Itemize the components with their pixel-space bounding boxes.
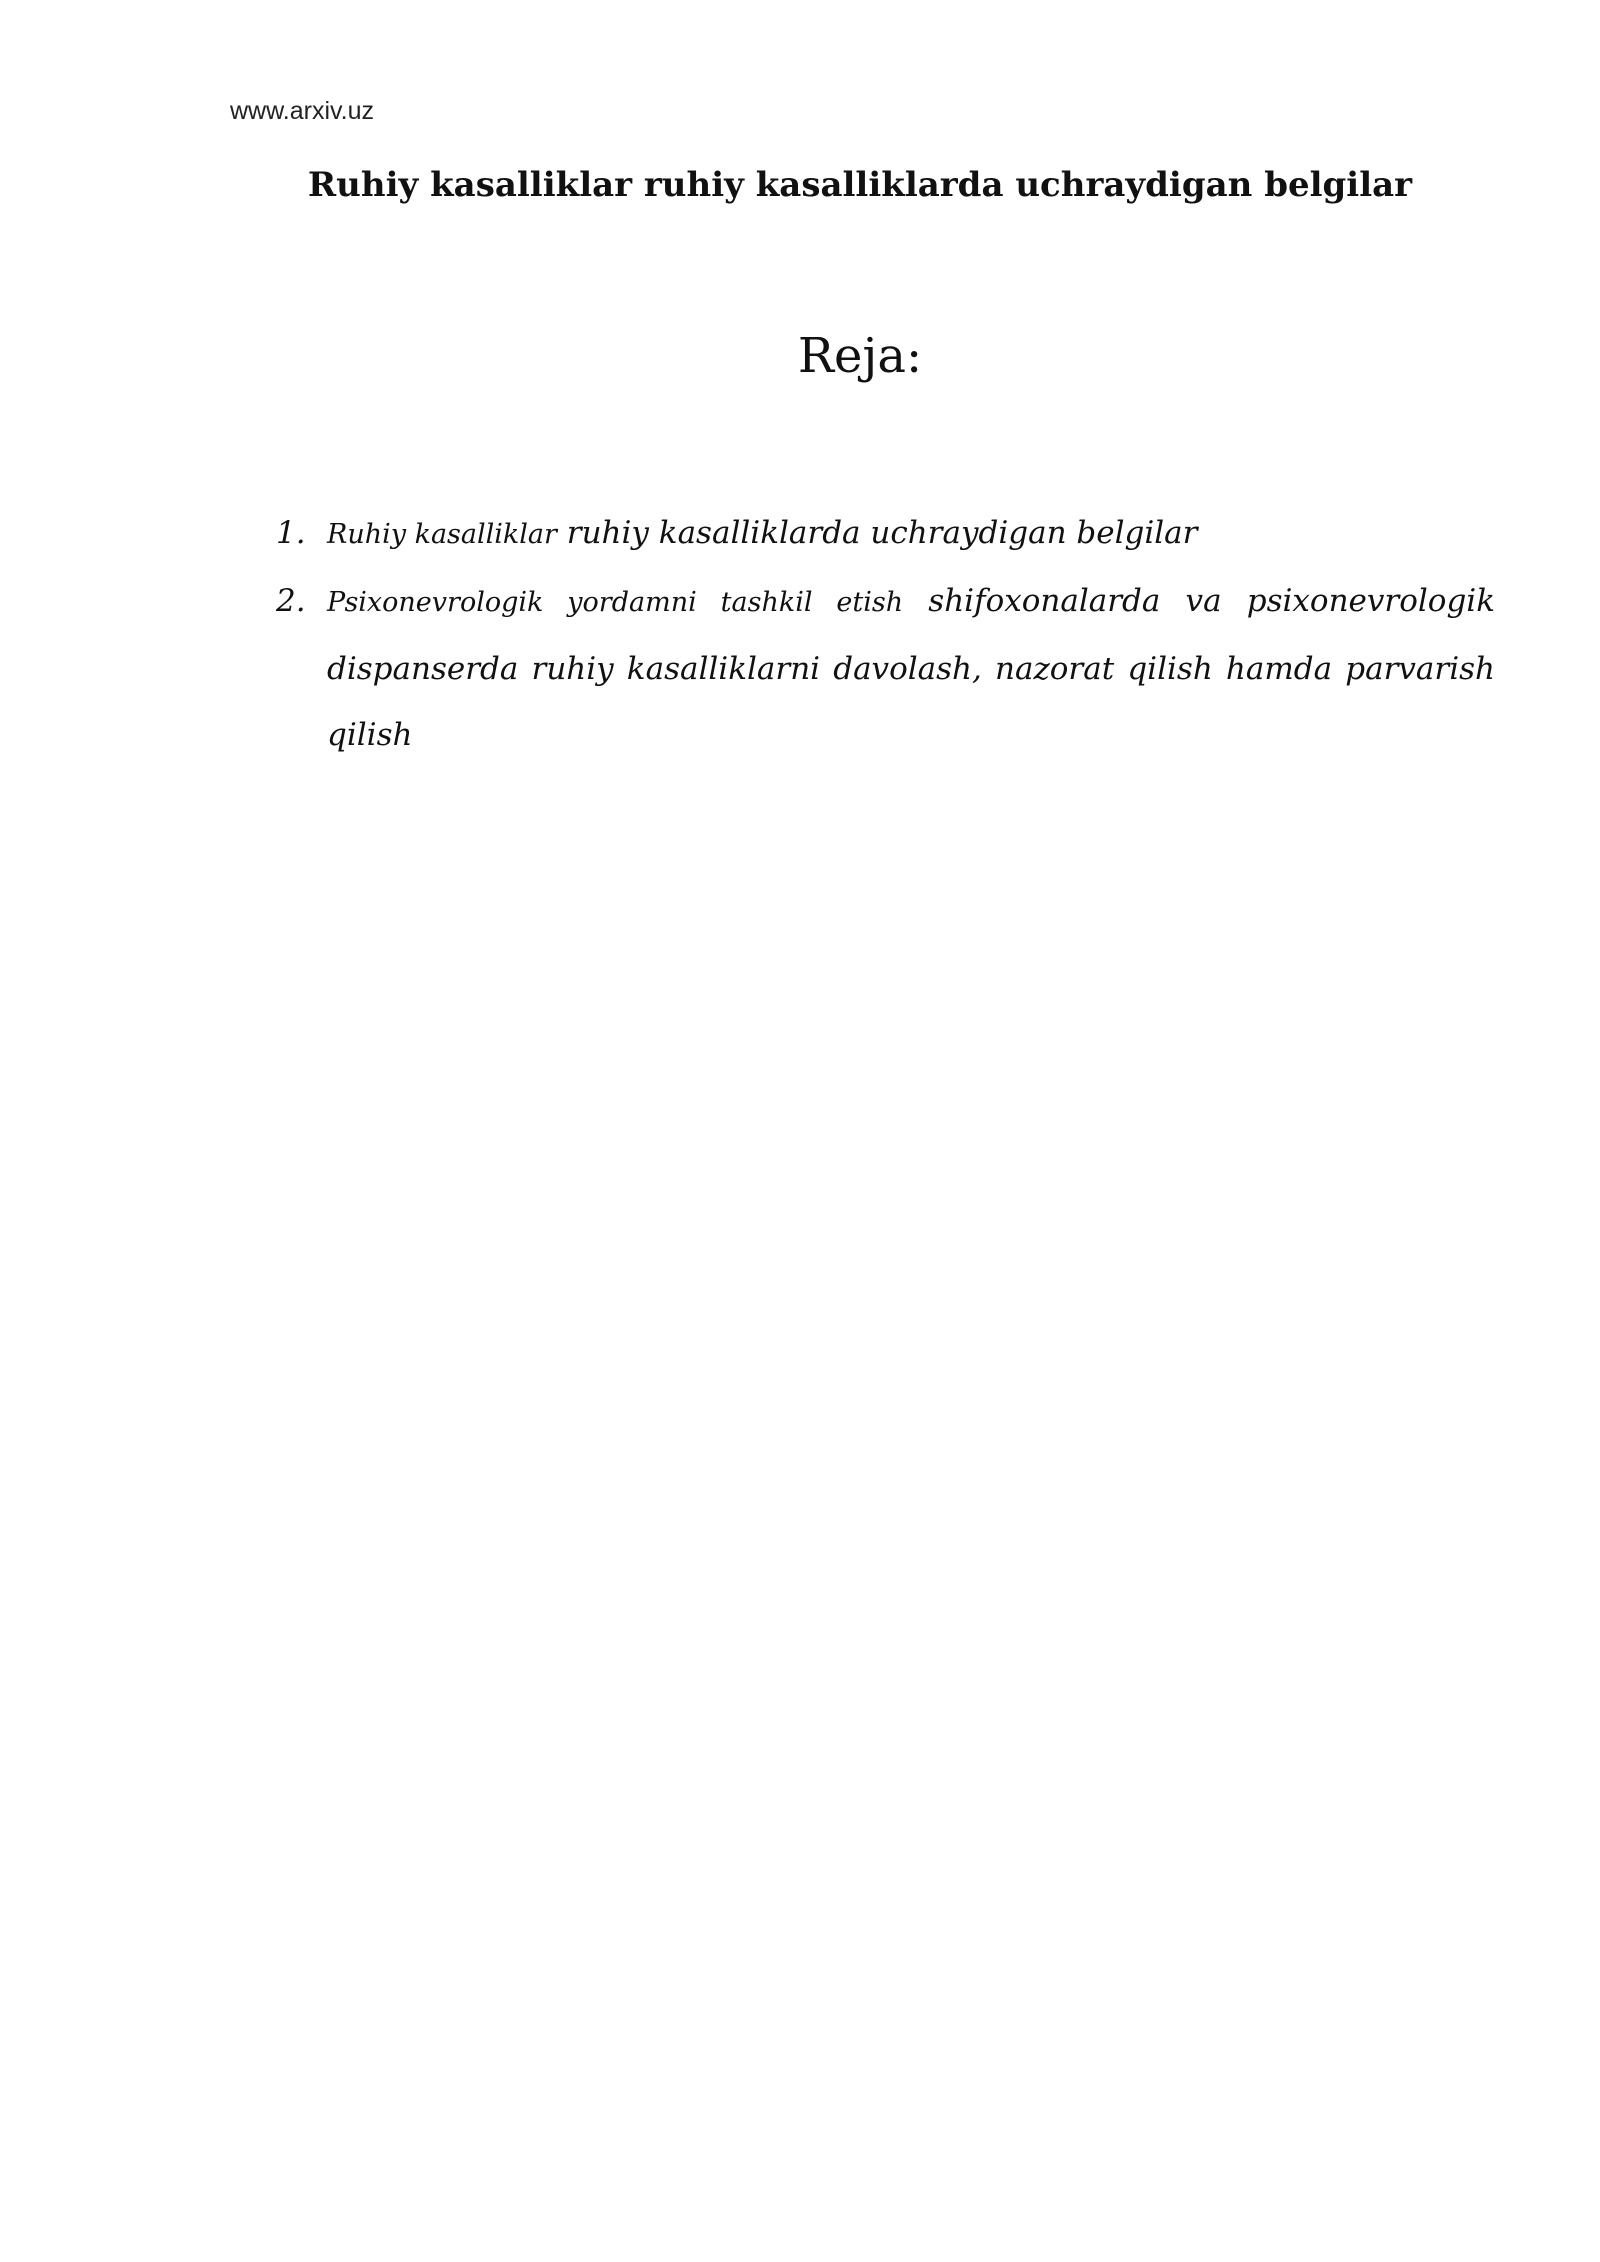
plan-heading: Reja: <box>797 328 923 384</box>
plan-item-text: shifoxonalarda va psixonevrologik dispanserda ruhiy kasalliklarni davolash, nazorat qilish hamda parvarish qilish <box>327 583 1495 753</box>
plan-item-text: ruhiy kasalliklarda uchraydigan belgilar <box>556 515 1198 551</box>
plan-item-number: 2. <box>276 583 306 619</box>
plan-item <box>270 500 1495 568</box>
plan-item-lead: Ruhiy kasalliklar <box>327 519 557 550</box>
plan-item <box>270 568 1495 768</box>
header-url: www.arxiv.uz <box>230 97 375 125</box>
document-title: Ruhiy kasalliklar ruhiy kasalliklarda uchraydigan belgilar <box>307 165 1413 205</box>
plan-item-number: 1. <box>276 515 306 551</box>
plan-item-lead: Psixonevrologik yordamni tashkil etish <box>327 587 904 618</box>
plan-list <box>270 500 1495 768</box>
